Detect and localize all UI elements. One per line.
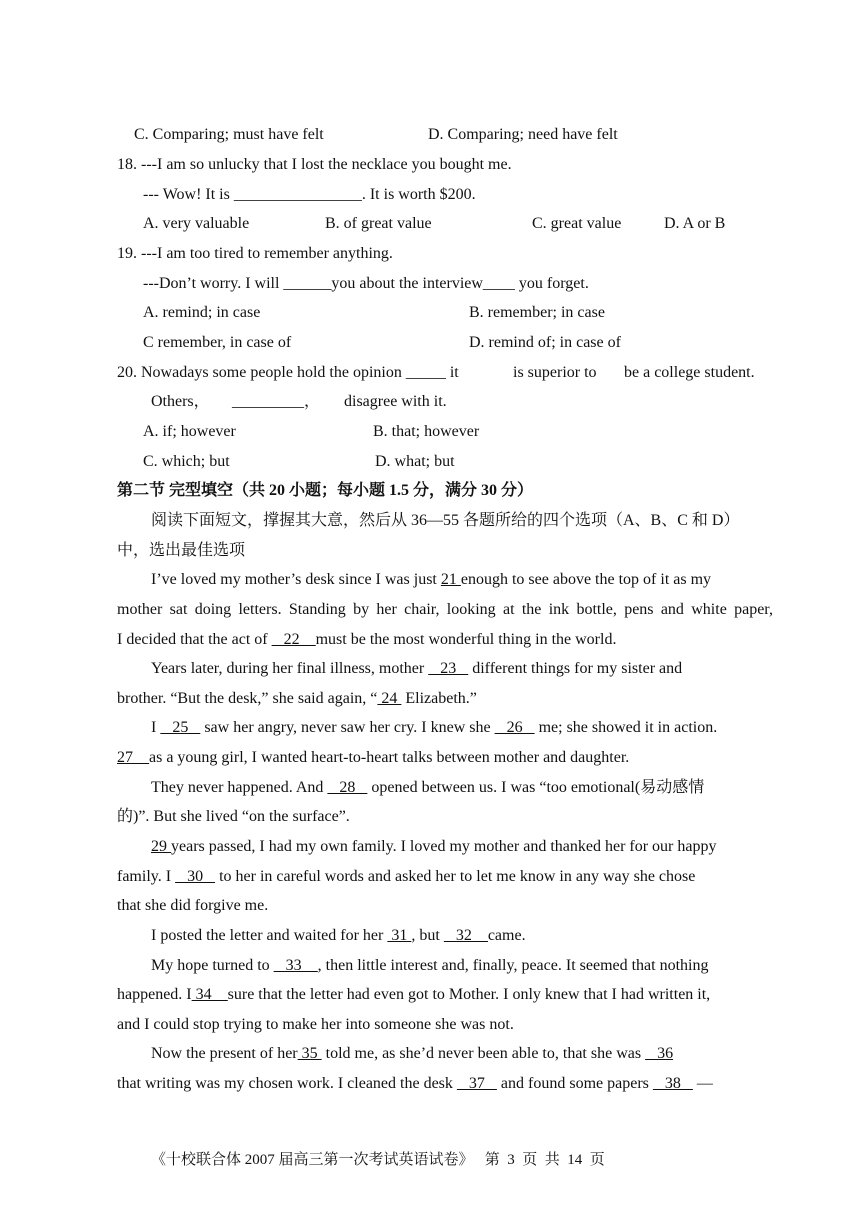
q19-option-d: D. remind of; in case of: [469, 334, 621, 351]
q19-option-b: B. remember; in case: [469, 304, 605, 321]
passage-line-2: mother sat doing letters. Standing by her chair, looking at the ink bottle, pens and white paper,: [117, 601, 773, 618]
blank-38: _38_: [652, 1075, 693, 1092]
blank-30: _30_: [175, 868, 216, 885]
section-heading: 第二节 完型填空（共 20 小题；每小题 1.5 分，满分 30 分）: [117, 482, 534, 499]
page-footer: 《十校联合体 2007 届高三第一次考试英语试卷》 第 3 页 共 14 页: [151, 1152, 605, 1168]
blank-35: 35: [297, 1045, 322, 1062]
blank-29: 29: [151, 838, 171, 855]
q20-line2-c: disagree with it.: [344, 393, 447, 410]
q20-option-c: C. which; but: [143, 453, 230, 470]
blank-24: 24: [377, 690, 402, 707]
q18-stem: 18. ---I am so unlucky that I lost the necklace you bought me.: [117, 156, 512, 173]
q20-option-b: B. that; however: [373, 423, 480, 440]
q20-stem-b: is superior to: [513, 364, 597, 381]
q19-reply: ---Don’t worry. I will ______you about the interview____ you forget.: [143, 275, 589, 292]
passage-line-1: I’ve loved my mother’s desk since I was just 21 enough to see above the top of it as my: [151, 571, 712, 588]
q18-option-c: C. great value: [532, 215, 622, 232]
passage-line-11: family. I _30_ to her in careful words and asked her to let me know in any way she chose: [117, 868, 696, 885]
passage-line-12: that she did forgive me.: [117, 897, 269, 914]
blank-26: _26_: [494, 719, 535, 736]
passage-line-17: Now the present of her 35 told me, as she’d never been able to, that she was _36: [151, 1045, 674, 1062]
passage-line-10: 29 years passed, I had my own family. I loved my mother and thanked her for our happy: [151, 838, 717, 855]
blank-33: _33__: [273, 957, 318, 974]
passage-line-18: that writing was my chosen work. I cleaned the desk _37_ and found some papers _38_ —: [117, 1075, 713, 1092]
q17-option-c: C. Comparing; must have felt: [134, 126, 324, 143]
passage-line-4: Years later, during her final illness, mother _23_ different things for my sister and: [151, 660, 683, 677]
q18-option-b: B. of great value: [325, 215, 432, 232]
blank-31: 31: [387, 927, 412, 944]
q20-line2-a: Others，: [151, 393, 210, 410]
passage-line-13: I posted the letter and waited for her 31 , but _32__came.: [151, 927, 526, 944]
passage-line-9: 的)”. But she lived “on the surface”.: [117, 808, 350, 825]
q20-option-d: D. what; but: [375, 453, 455, 470]
blank-37: _37_: [456, 1075, 497, 1092]
blank-25: _25_: [160, 719, 201, 736]
q19-stem: 19. ---I am too tired to remember anything.: [117, 245, 393, 262]
blank-34: 34__: [191, 986, 228, 1003]
passage-line-16: and I could stop trying to make her into someone she was not.: [117, 1016, 514, 1033]
q20-stem-c: be a college student.: [624, 364, 755, 381]
blank-32: _32__: [443, 927, 488, 944]
q19-option-c: C remember, in case of: [143, 334, 292, 351]
q20-stem-a: 20. Nowadays some people hold the opinion _____ it: [117, 364, 459, 381]
blank-21: 21: [440, 571, 461, 588]
passage-line-7: 27__as a young girl, I wanted heart-to-heart talks between mother and daughter.: [117, 749, 630, 766]
section-instructions-line2: 中，选出最佳选项: [117, 542, 246, 559]
blank-36: _36: [645, 1045, 674, 1062]
passage-line-6: I _25_ saw her angry, never saw her cry. I knew she _26_ me; she showed it in action.: [151, 719, 718, 736]
q18-option-d: D. A or B: [664, 215, 726, 232]
q18-option-a: A. very valuable: [143, 215, 250, 232]
blank-27: 27__: [117, 749, 149, 766]
passage-line-15: happened. I 34__sure that the letter had even got to Mother. I only knew that I had written it,: [117, 986, 711, 1003]
blank-22: _22__: [271, 631, 316, 648]
section-instructions-line1: 阅读下面短文，撑握其大意，然后从 36—55 各题所给的四个选项（A、B、C 和 D）: [151, 512, 740, 529]
passage-line-3: I decided that the act of _22__must be the most wonderful thing in the world.: [117, 631, 617, 648]
passage-line-8: They never happened. And _28_ opened between us. I was “too emotional(易动感情: [151, 779, 705, 796]
passage-line-5: brother. “But the desk,” she said again, “ 24 Elizabeth.”: [117, 690, 477, 707]
q17-option-d: D. Comparing; need have felt: [428, 126, 618, 143]
q20-line2-b: _________，: [232, 393, 321, 410]
blank-23: _23_: [428, 660, 469, 677]
q19-option-a: A. remind; in case: [143, 304, 261, 321]
blank-28: _28_: [327, 779, 368, 796]
q18-reply: --- Wow! It is ________________. It is worth $200.: [143, 186, 476, 203]
q20-option-a: A. if; however: [143, 423, 236, 440]
passage-line-14: My hope turned to _33__, then little interest and, finally, peace. It seemed that nothing: [151, 957, 709, 974]
